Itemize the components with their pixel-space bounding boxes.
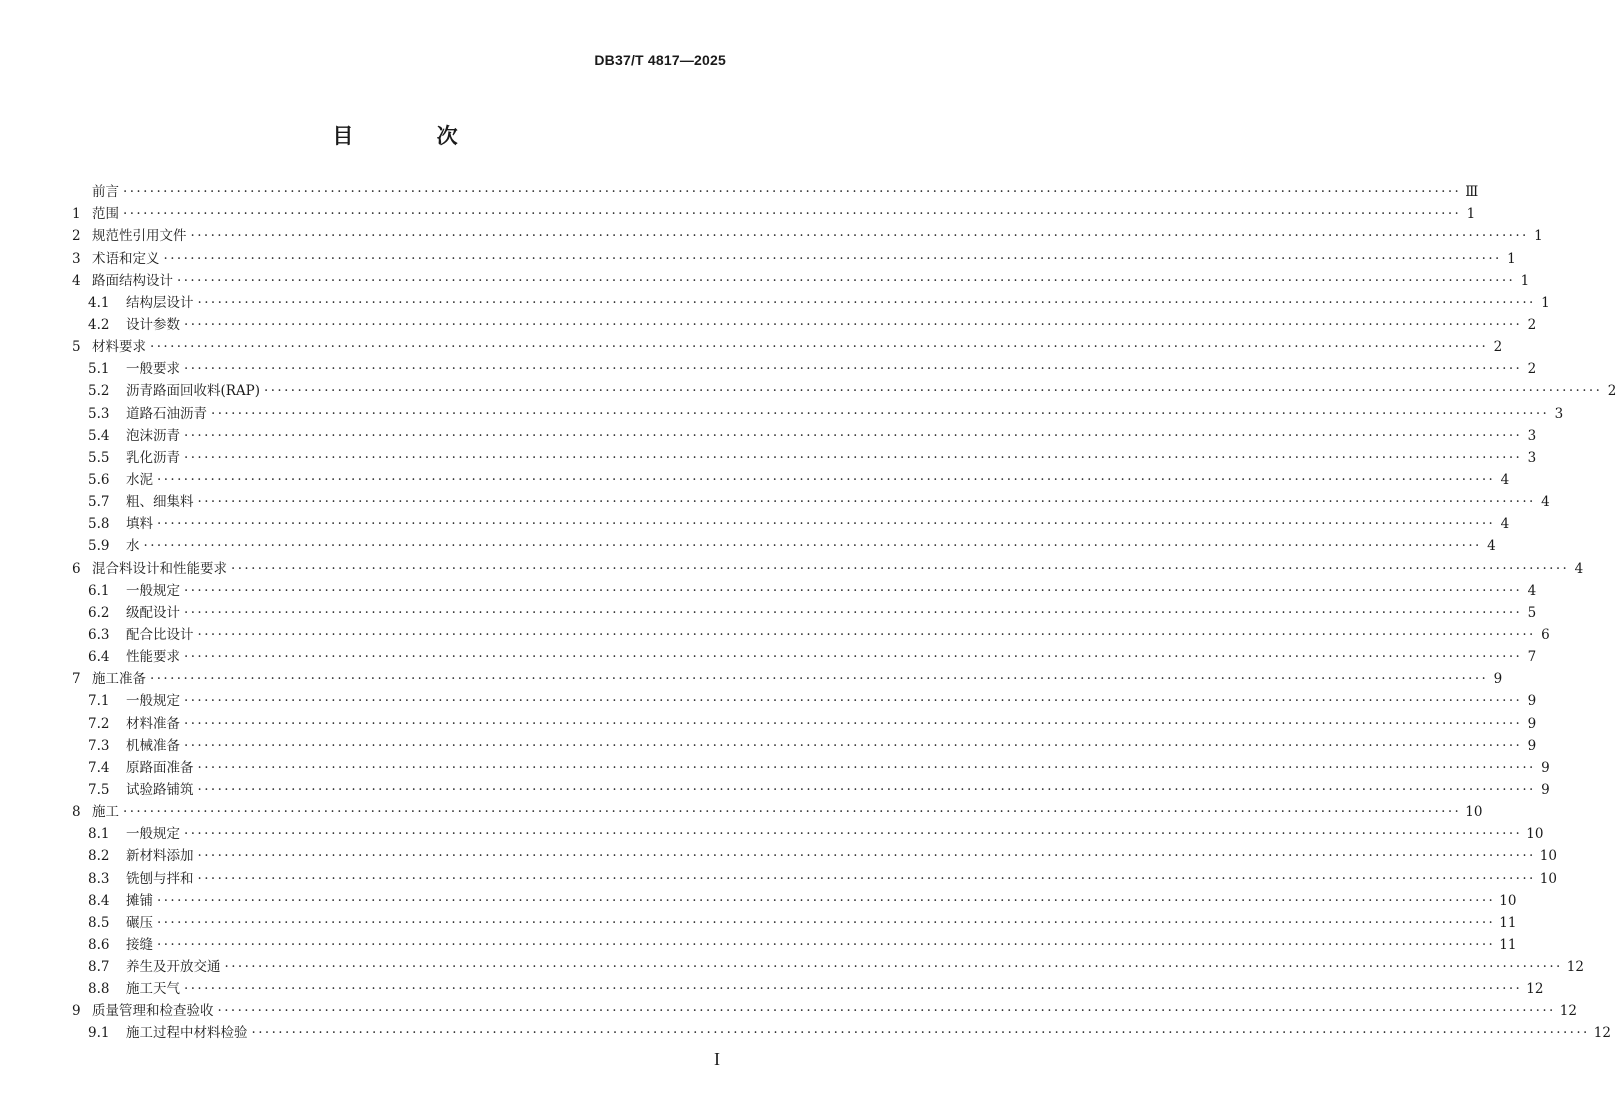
toc-leader-dots: ········································································································································································································ (197, 848, 1536, 865)
toc-entry-page: 1 (1534, 228, 1543, 245)
toc-entry-label: 道路石油沥青 (126, 405, 207, 422)
toc-entry[interactable] (72, 757, 1550, 779)
toc-entry-label: 新材料添加 (126, 848, 194, 865)
toc-entry[interactable] (72, 735, 1537, 757)
toc-entry-number: 8.5 (88, 914, 110, 931)
toc-entry[interactable] (72, 956, 1584, 978)
toc-entry-label: 术语和定义 (92, 250, 160, 267)
toc-entry-number: 6.3 (88, 626, 110, 643)
toc-entry[interactable] (72, 535, 1496, 557)
toc-leader-dots: ········································································································································································································ (184, 737, 1523, 754)
toc-entry-label: 粗、细集料 (126, 494, 194, 511)
toc-entry[interactable] (72, 491, 1550, 513)
toc-entry-page: 9 (1493, 671, 1503, 688)
toc-entry[interactable] (72, 912, 1517, 934)
toc-entry[interactable] (72, 469, 1510, 491)
toc-entry-page: 1 (1520, 272, 1530, 289)
toc-entry-label: 水 (126, 538, 140, 555)
toc-entry-label: 范围 (92, 206, 119, 223)
toc-entry-page: 4 (1527, 582, 1537, 599)
toc-entry-number: 5.6 (88, 471, 110, 488)
toc-entry[interactable] (72, 1022, 1611, 1044)
toc-entry-page: 12 (1593, 1025, 1611, 1042)
toc-leader-dots: ········································································································································································································ (251, 1025, 1590, 1042)
toc-entry-label: 机械准备 (126, 737, 180, 754)
toc-leader-dots: ········································································································································································································ (190, 228, 1529, 245)
toc-entry-number: 8.1 (88, 826, 110, 843)
toc-leader-dots: ········································································································································································································ (184, 604, 1523, 621)
toc-entry-number: 6 (72, 560, 81, 577)
toc-leader-dots: ········································································································································································································ (184, 582, 1523, 599)
toc-entry[interactable] (72, 978, 1544, 1000)
toc-entry-label: 原路面准备 (126, 759, 194, 776)
toc-leader-dots: ········································································································································································································ (177, 272, 1516, 289)
toc-entry-number: 8.4 (88, 892, 110, 909)
toc-entry-label: 水泥 (126, 471, 153, 488)
toc-entry-number: 6.1 (88, 582, 110, 599)
toc-entry[interactable] (72, 557, 1584, 579)
toc-entry-label: 施工天气 (126, 981, 180, 998)
toc-leader-dots: ········································································································································································································ (231, 560, 1570, 577)
toc-entry[interactable] (72, 823, 1544, 845)
toc-entry-page: 12 (1559, 1003, 1577, 1020)
toc-leader-dots: ········································································································································································································ (123, 206, 1462, 223)
toc-entry-number: 7.2 (88, 715, 110, 732)
toc-entry-page: 1 (1507, 250, 1516, 267)
toc-entry-label: 养生及开放交通 (126, 959, 221, 976)
page-number: I (714, 1049, 720, 1069)
toc-entry[interactable] (72, 402, 1564, 424)
toc-entry-page: 5 (1527, 604, 1537, 621)
toc-entry-number: 5.9 (88, 538, 110, 555)
toc-entry[interactable] (72, 425, 1537, 447)
toc-entry-number: 5.3 (88, 405, 110, 422)
toc-entry-label: 乳化沥青 (126, 449, 180, 466)
toc-entry-page: 3 (1527, 449, 1537, 466)
toc-leader-dots: ········································································································································································································ (197, 870, 1536, 887)
toc-entry-page: 10 (1526, 826, 1544, 843)
toc-leader-dots: ········································································································································································································ (184, 427, 1523, 444)
toc-entry[interactable] (72, 447, 1537, 469)
toc-entry-label: 一般规定 (126, 693, 180, 710)
toc-leader-dots: ········································································································································································································ (163, 250, 1502, 267)
toc-entry-page: 2 (1527, 316, 1537, 333)
toc-leader-dots: ········································································································································································································ (157, 892, 1496, 909)
toc-leader-dots: ········································································································································································································ (157, 936, 1496, 953)
toc-entry-number: 9.1 (88, 1025, 110, 1042)
toc-leader-dots: ········································································································································································································ (184, 649, 1523, 666)
toc-entry[interactable] (72, 270, 1530, 292)
toc-entry-page: 4 (1541, 494, 1550, 511)
toc-entry-label: 一般规定 (126, 582, 180, 599)
toc-entry-number: 5.7 (88, 494, 110, 511)
toc-entry[interactable] (72, 225, 1543, 247)
toc-entry-page: Ⅲ (1465, 184, 1479, 201)
toc-leader-dots: ········································································································································································································ (197, 294, 1536, 311)
toc-entry[interactable] (72, 292, 1550, 314)
toc-entry-label: 级配设计 (126, 604, 180, 621)
toc-entry-label: 材料准备 (126, 715, 180, 732)
toc-entry-page: 10 (1465, 804, 1483, 821)
toc-entry-page: 9 (1527, 737, 1537, 754)
toc-entry-label: 泡沫沥青 (126, 427, 180, 444)
toc-leader-dots: ········································································································································································································ (157, 471, 1496, 488)
toc-entry[interactable] (72, 712, 1537, 734)
toc-entry-page: 9 (1541, 781, 1550, 798)
toc-entry-page: 3 (1527, 427, 1537, 444)
toc-entry-label: 施工准备 (92, 671, 146, 688)
toc-entry-number: 7.1 (88, 693, 110, 710)
toc-entry[interactable] (72, 380, 1616, 402)
toc-entry-number: 8.2 (88, 848, 110, 865)
toc-entry[interactable] (72, 314, 1537, 336)
toc-entry-number: 5.8 (88, 516, 110, 533)
toc-leader-dots: ········································································································································································································ (157, 914, 1496, 931)
toc-entry-number: 3 (72, 250, 81, 267)
toc-leader-dots: ········································································································································································································ (123, 804, 1462, 821)
toc-leader-dots: ········································································································································································································ (184, 715, 1523, 732)
toc-leader-dots: ········································································································································································································ (184, 826, 1523, 843)
toc-entry-page: 1 (1541, 294, 1550, 311)
toc-entry-page: 7 (1527, 649, 1537, 666)
toc-entry-label: 铣刨与拌和 (126, 870, 194, 887)
toc-entry-page: 4 (1574, 560, 1584, 577)
toc-leader-dots: ········································································································································································································ (184, 693, 1523, 710)
toc-entry-label: 结构层设计 (126, 294, 194, 311)
toc-entry-page: 10 (1539, 870, 1557, 887)
toc-entry-label: 填料 (126, 516, 153, 533)
toc-entry-number: 8.6 (88, 936, 110, 953)
toc-entry-label: 摊铺 (126, 892, 153, 909)
toc-leader-dots: ········································································································································································································ (123, 184, 1462, 201)
toc-leader-dots: ········································································································································································································ (184, 981, 1523, 998)
page-title: 目 次 (332, 123, 496, 148)
table-of-contents (72, 181, 1616, 1044)
toc-entry-label: 配合比设计 (126, 626, 194, 643)
toc-entry-number: 6.2 (88, 604, 110, 621)
toc-leader-dots: ········································································································································································································ (211, 405, 1550, 422)
toc-entry-number: 6.4 (88, 649, 110, 666)
toc-entry-page: 9 (1527, 693, 1537, 710)
toc-entry[interactable] (72, 867, 1557, 889)
toc-entry-label: 施工过程中材料检验 (126, 1025, 248, 1042)
toc-entry-page: 9 (1541, 759, 1550, 776)
toc-entry-number: 5.4 (88, 427, 110, 444)
toc-leader-dots: ········································································································································································································ (184, 449, 1523, 466)
toc-entry[interactable] (72, 1000, 1577, 1022)
toc-entry[interactable] (72, 358, 1537, 380)
toc-entry-page: 2 (1527, 361, 1537, 378)
toc-entry-number: 5.5 (88, 449, 110, 466)
toc-entry-number: 7.4 (88, 759, 110, 776)
toc-entry-number: 4.1 (88, 294, 110, 311)
toc-entry-label: 混合料设计和性能要求 (92, 560, 227, 577)
toc-entry-page: 11 (1499, 936, 1517, 953)
toc-entry[interactable] (72, 890, 1517, 912)
toc-leader-dots: ········································································································································································································ (150, 339, 1489, 356)
toc-entry-label: 碾压 (126, 914, 153, 931)
toc-entry[interactable] (72, 602, 1537, 624)
toc-leader-dots: ········································································································································································································ (197, 494, 1536, 511)
toc-entry[interactable] (72, 580, 1537, 602)
toc-entry-number: 5.1 (88, 361, 110, 378)
toc-entry[interactable] (72, 336, 1503, 358)
toc-entry-label: 前言 (92, 184, 119, 201)
toc-entry-number: 7.3 (88, 737, 110, 754)
toc-entry-number: 4 (72, 272, 81, 289)
toc-leader-dots: ········································································································································································································ (197, 759, 1536, 776)
toc-entry[interactable] (72, 779, 1550, 801)
toc-entry-label: 规范性引用文件 (92, 228, 187, 245)
toc-entry-page: 3 (1554, 405, 1564, 422)
toc-entry-number: 8.7 (88, 959, 110, 976)
toc-leader-dots: ········································································································································································································ (217, 1003, 1556, 1020)
toc-entry[interactable] (72, 845, 1557, 867)
toc-entry-label: 质量管理和检查验收 (92, 1003, 214, 1020)
toc-entry-number: 4.2 (88, 316, 110, 333)
toc-entry-page: 9 (1527, 715, 1537, 732)
toc-entry-number: 5 (72, 339, 81, 356)
toc-entry-number: 7 (72, 671, 81, 688)
toc-entry-page: 4 (1500, 471, 1510, 488)
toc-entry[interactable] (72, 668, 1503, 690)
toc-leader-dots: ········································································································································································································ (264, 383, 1603, 400)
toc-entry-page: 10 (1499, 892, 1517, 909)
toc-entry[interactable] (72, 934, 1517, 956)
toc-entry-label: 一般要求 (126, 361, 180, 378)
toc-entry-label: 接缝 (126, 936, 153, 953)
toc-entry-number: 8 (72, 804, 81, 821)
toc-entry-number: 9 (72, 1003, 81, 1020)
toc-entry-number: 8.3 (88, 870, 110, 887)
toc-entry[interactable] (72, 646, 1537, 668)
toc-entry-number: 8.8 (88, 981, 110, 998)
toc-entry-page: 12 (1566, 959, 1584, 976)
toc-leader-dots: ········································································································································································································ (197, 781, 1536, 798)
toc-entry-label: 设计参数 (126, 316, 180, 333)
toc-leader-dots: ········································································································································································································ (224, 959, 1563, 976)
toc-entry-page: 4 (1500, 516, 1510, 533)
toc-entry-label: 试验路铺筑 (126, 781, 194, 798)
toc-entry[interactable] (72, 690, 1537, 712)
toc-leader-dots: ········································································································································································································ (150, 671, 1489, 688)
toc-leader-dots: ········································································································································································································ (184, 361, 1523, 378)
toc-entry[interactable] (72, 203, 1476, 225)
toc-entry-page: 2 (1607, 383, 1616, 400)
toc-entry-page: 12 (1526, 981, 1544, 998)
toc-entry-page: 6 (1541, 626, 1550, 643)
toc-entry-number: 1 (72, 206, 81, 223)
toc-entry-label: 施工 (92, 804, 119, 821)
toc-entry[interactable] (72, 513, 1510, 535)
toc-entry-label: 性能要求 (126, 649, 180, 666)
toc-leader-dots: ········································································································································································································ (184, 316, 1523, 333)
toc-entry-number: 7.5 (88, 781, 110, 798)
toc-entry-label: 路面结构设计 (92, 272, 173, 289)
toc-leader-dots: ········································································································································································································ (143, 538, 1482, 555)
toc-entry-page: 1 (1466, 206, 1476, 223)
toc-leader-dots: ········································································································································································································ (197, 626, 1536, 643)
toc-entry-page: 4 (1487, 538, 1496, 555)
toc-entry[interactable] (72, 624, 1550, 646)
toc-entry-number: 2 (72, 228, 81, 245)
toc-entry-label: 沥青路面回收料(RAP) (126, 383, 261, 400)
toc-entry-page: 10 (1539, 848, 1557, 865)
toc-leader-dots: ········································································································································································································ (157, 516, 1496, 533)
toc-entry[interactable] (72, 801, 1483, 823)
toc-entry-label: 材料要求 (92, 339, 146, 356)
toc-entry-page: 11 (1499, 914, 1517, 931)
toc-entry-page: 2 (1493, 339, 1503, 356)
toc-entry-label: 一般规定 (126, 826, 180, 843)
toc-entry[interactable] (72, 247, 1516, 269)
toc-entry[interactable] (72, 181, 1479, 203)
toc-entry-number: 5.2 (88, 383, 110, 400)
standard-code: DB37/T 4817—2025 (594, 52, 726, 68)
